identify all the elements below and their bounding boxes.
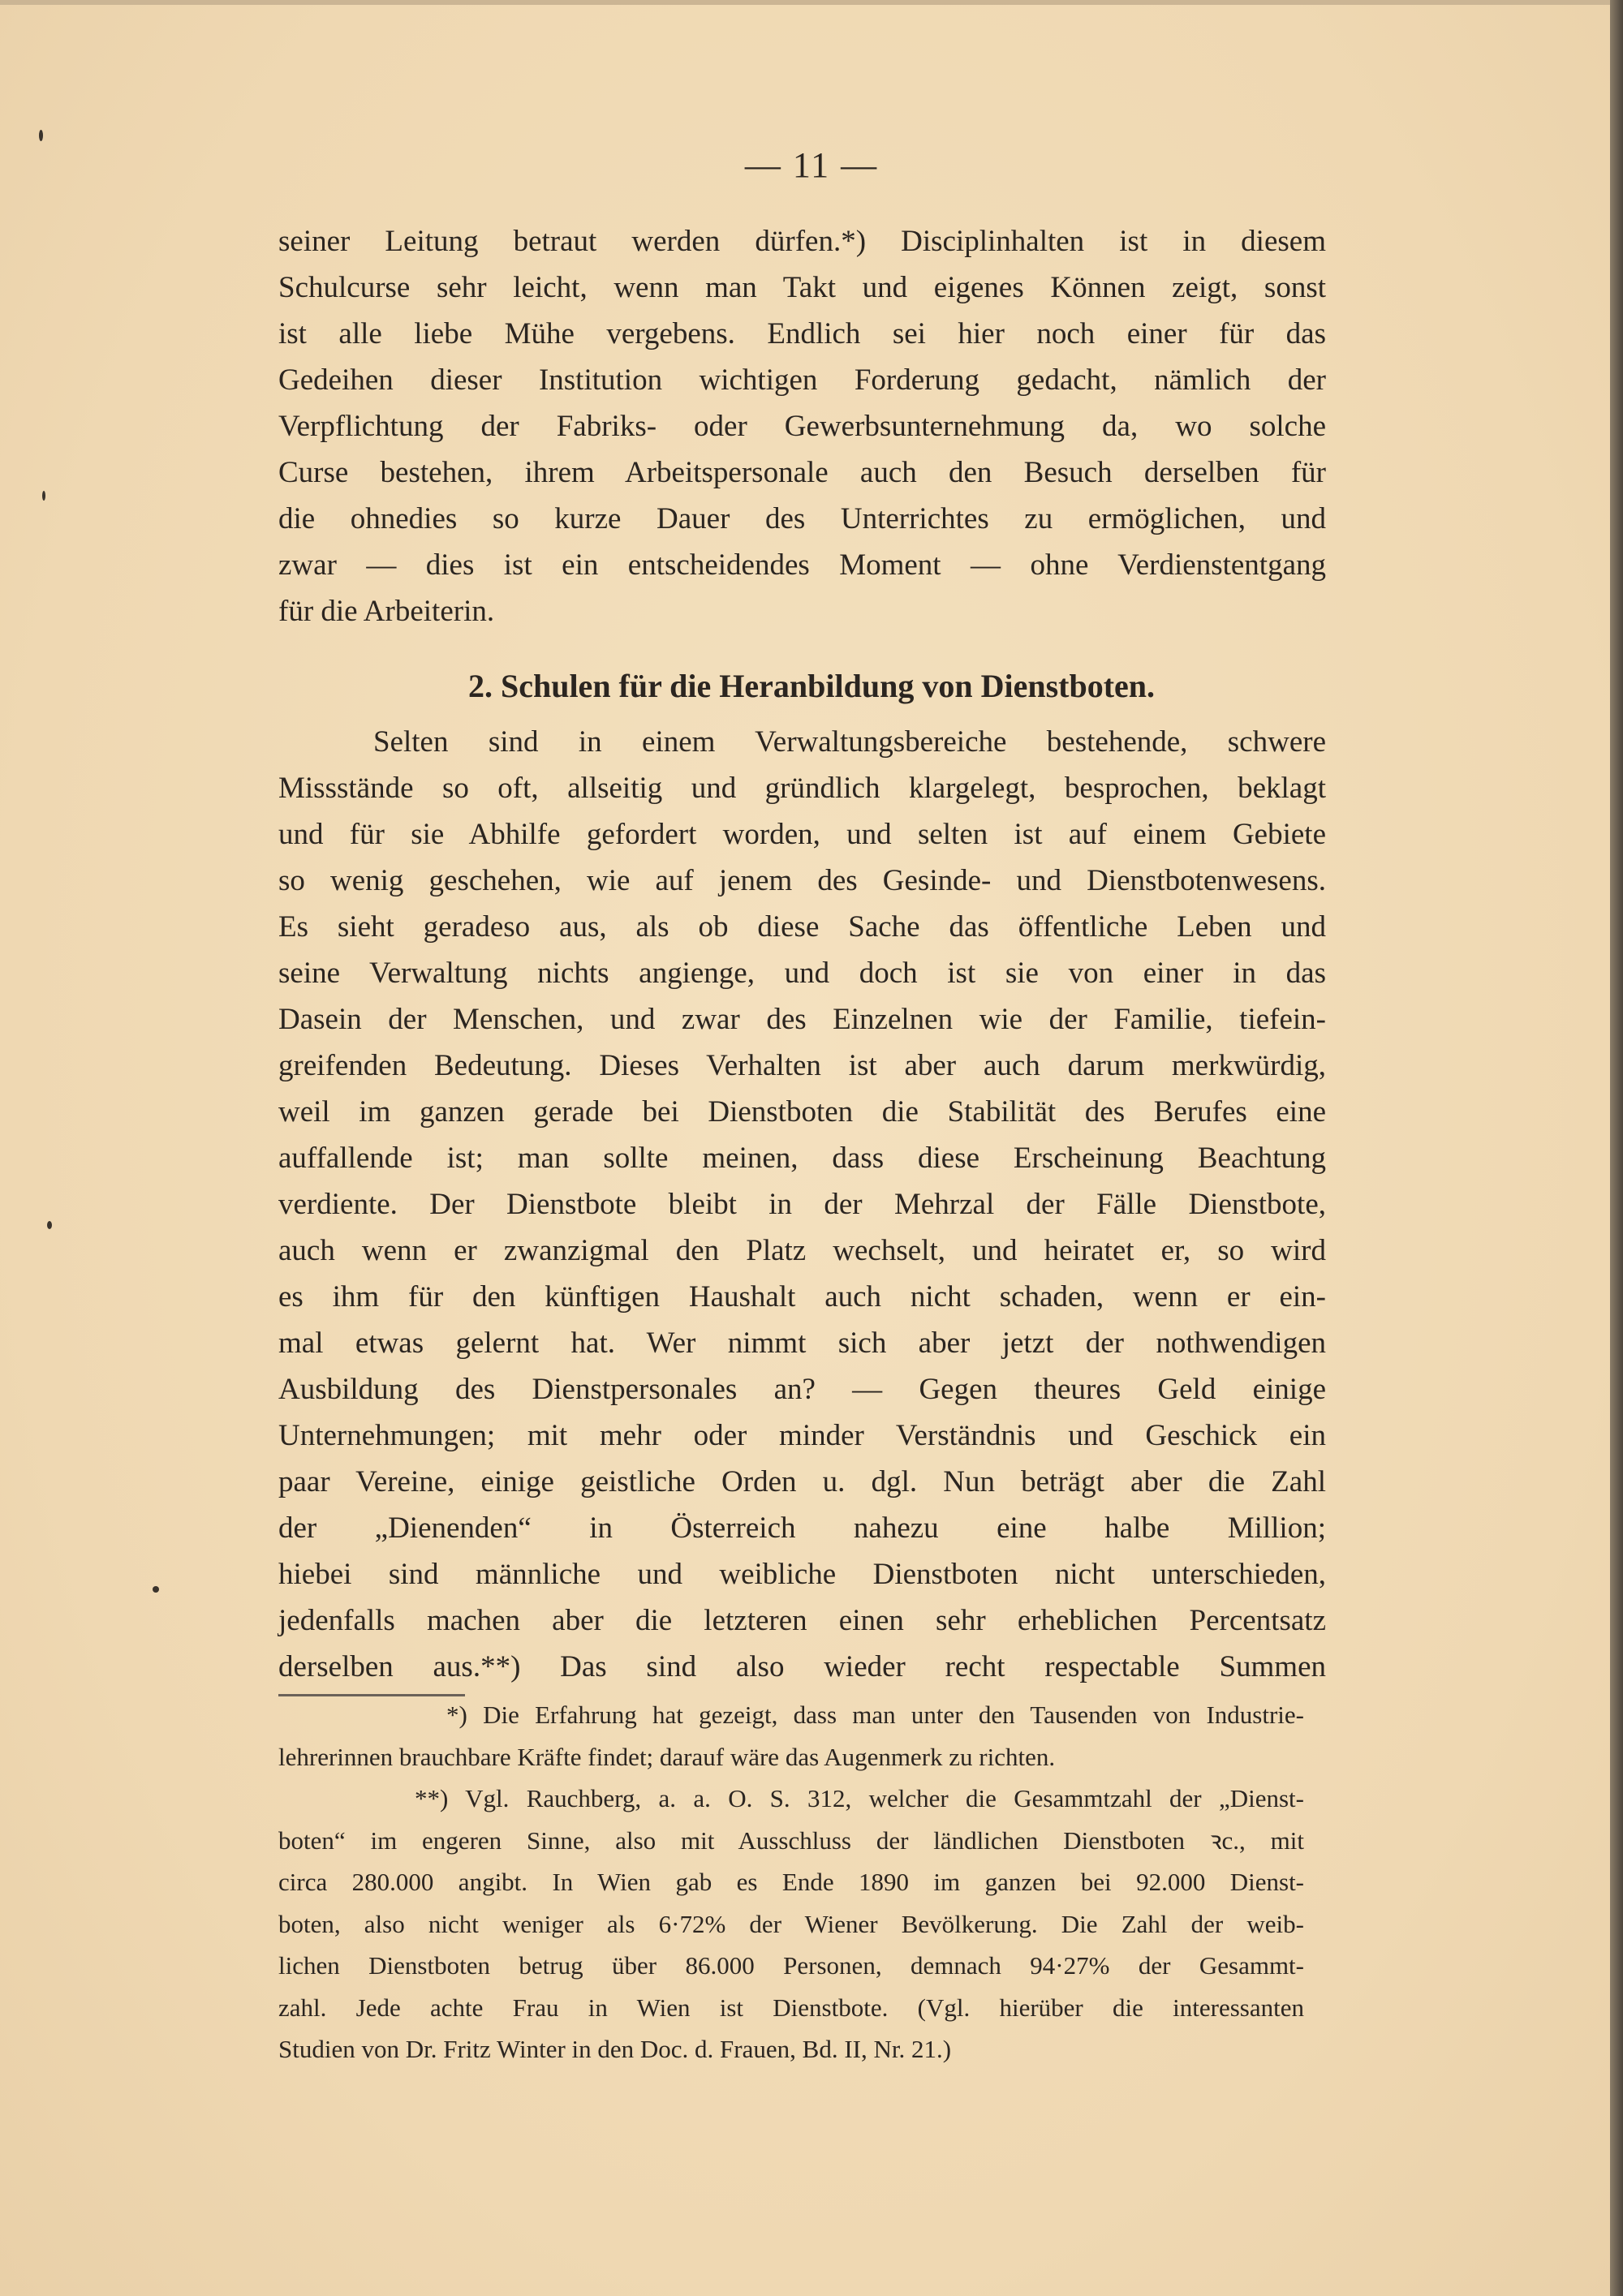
text-line: hiebei sind männliche und weibliche Dienstboten nicht unterschieden, [278,1558,1326,1591]
text-line: auffallende ist; man sollte meinen, dass diese Erscheinung Beachtung [278,1142,1326,1175]
footnote-line: **) Vgl. Rauchberg, a. a. O. S. 312, welcher die Gesammtzahl der „Dienst- [415,1784,1304,1812]
margin-mark [42,491,45,501]
book-binding-edge [1610,0,1623,2296]
text-line: Selten sind in einem Verwaltungsbereiche bestehende, schwere [373,725,1326,759]
text-line: Schulcurse sehr leicht, wenn man Takt und eigenes Können zeigt, sonst [278,271,1326,304]
text-line: paar Vereine, einige geistliche Orden u. dgl. Nun beträgt aber die Zahl [278,1465,1326,1498]
text-line: jedenfalls machen aber die letzteren einen sehr erheblichen Percentsatz [278,1604,1326,1637]
footnote-separator [278,1694,465,1696]
margin-mark [39,130,43,141]
footnote-line: zahl. Jede achte Frau in Wien ist Dienstbote. (Vgl. hierüber die interessanten [278,1993,1304,2022]
text-line: der „Dienenden“ in Österreich nahezu eine halbe Million; [278,1511,1326,1545]
text-line: Ausbildung des Dienstpersonales an? — Gegen theures Geld einige [278,1373,1326,1406]
text-line: verdiente. Der Dienstbote bleibt in der Mehrzal der Fälle Dienstbote, [278,1188,1326,1221]
text-line: seine Verwaltung nichts angienge, und doch ist sie von einer in das [278,957,1326,990]
text-line: seiner Leitung betraut werden dürfen.*) Disciplinhalten ist in diesem [278,225,1326,258]
text-line: für die Arbeiterin. [278,595,495,628]
footnote-line: circa 280.000 angibt. In Wien gab es Ende 1890 im ganzen bei 92.000 Dienst- [278,1868,1304,1896]
text-line: Verpflichtung der Fabriks- oder Gewerbsunternehmung da, wo solche [278,410,1326,443]
text-line: greifenden Bedeutung. Dieses Verhalten ist aber auch darum merkwürdig, [278,1049,1326,1082]
footnote-line: lehrerinnen brauchbare Kräfte findet; darauf wäre das Augenmerk zu richten. [278,1742,1056,1771]
text-line: Es sieht geradeso aus, als ob diese Sache das öffentliche Leben und [278,910,1326,944]
page-number: — 11 — [744,145,879,185]
text-line: Dasein der Menschen, und zwar des Einzelnen wie der Familie, tiefein- [278,1003,1326,1036]
text-line: ist alle liebe Mühe vergebens. Endlich sei hier noch einer für das [278,317,1326,350]
text-line: derselben aus.**) Das sind also wieder recht respectable Summen [278,1650,1326,1683]
text-line: auch wenn er zwanzigmal den Platz wechselt, und heiratet er, so wird [278,1234,1326,1267]
text-line: die ohnedies so kurze Dauer des Unterrichtes zu ermöglichen, und [278,502,1326,535]
text-line: und für sie Abhilfe gefordert worden, und selten ist auf einem Gebiete [278,818,1326,851]
text-line: Missstände so oft, allseitig und gründlich klargelegt, besprochen, beklagt [278,772,1326,805]
section-heading: 2. Schulen für die Heranbildung von Dienstboten. [467,668,1156,704]
text-line: Unternehmungen; mit mehr oder minder Verständnis und Geschick ein [278,1419,1326,1452]
text-line: zwar — dies ist ein entscheidendes Moment — ohne Verdienstentgang [278,548,1326,582]
ink-speck [153,1586,159,1593]
text-line: weil im ganzen gerade bei Dienstboten die Stabilität des Berufes eine [278,1095,1326,1129]
text-line: Curse bestehen, ihrem Arbeitspersonale auch den Besuch derselben für [278,456,1326,489]
footnote-line: *) Die Erfahrung hat gezeigt, dass man unter den Tausenden von Industrie- [446,1701,1304,1729]
margin-mark [47,1221,52,1229]
footnote-line: boten, also nicht weniger als 6·72% der Wiener Bevölkerung. Die Zahl der weib- [278,1909,1304,1938]
text-line: es ihm für den künftigen Haushalt auch nicht schaden, wenn er ein- [278,1280,1326,1314]
footnote-line: Studien von Dr. Fritz Winter in den Doc. d. Frauen, Bd. II, Nr. 21.) [278,2035,952,2063]
text-line: so wenig geschehen, wie auf jenem des Gesinde- und Dienstbotenwesens. [278,864,1326,897]
page-top-edge [0,0,1623,5]
footnote-line: lichen Dienstboten betrug über 86.000 Personen, demnach 94·27% der Gesammt- [278,1951,1304,1980]
text-line: mal etwas gelernt hat. Wer nimmt sich aber jetzt der nothwendigen [278,1326,1326,1360]
text-line: Gedeihen dieser Institution wichtigen Forderung gedacht, nämlich der [278,363,1326,397]
footnote-line: boten“ im engeren Sinne, also mit Ausschluss der ländlichen Dienstboten ꝛc., mit [278,1825,1304,1855]
